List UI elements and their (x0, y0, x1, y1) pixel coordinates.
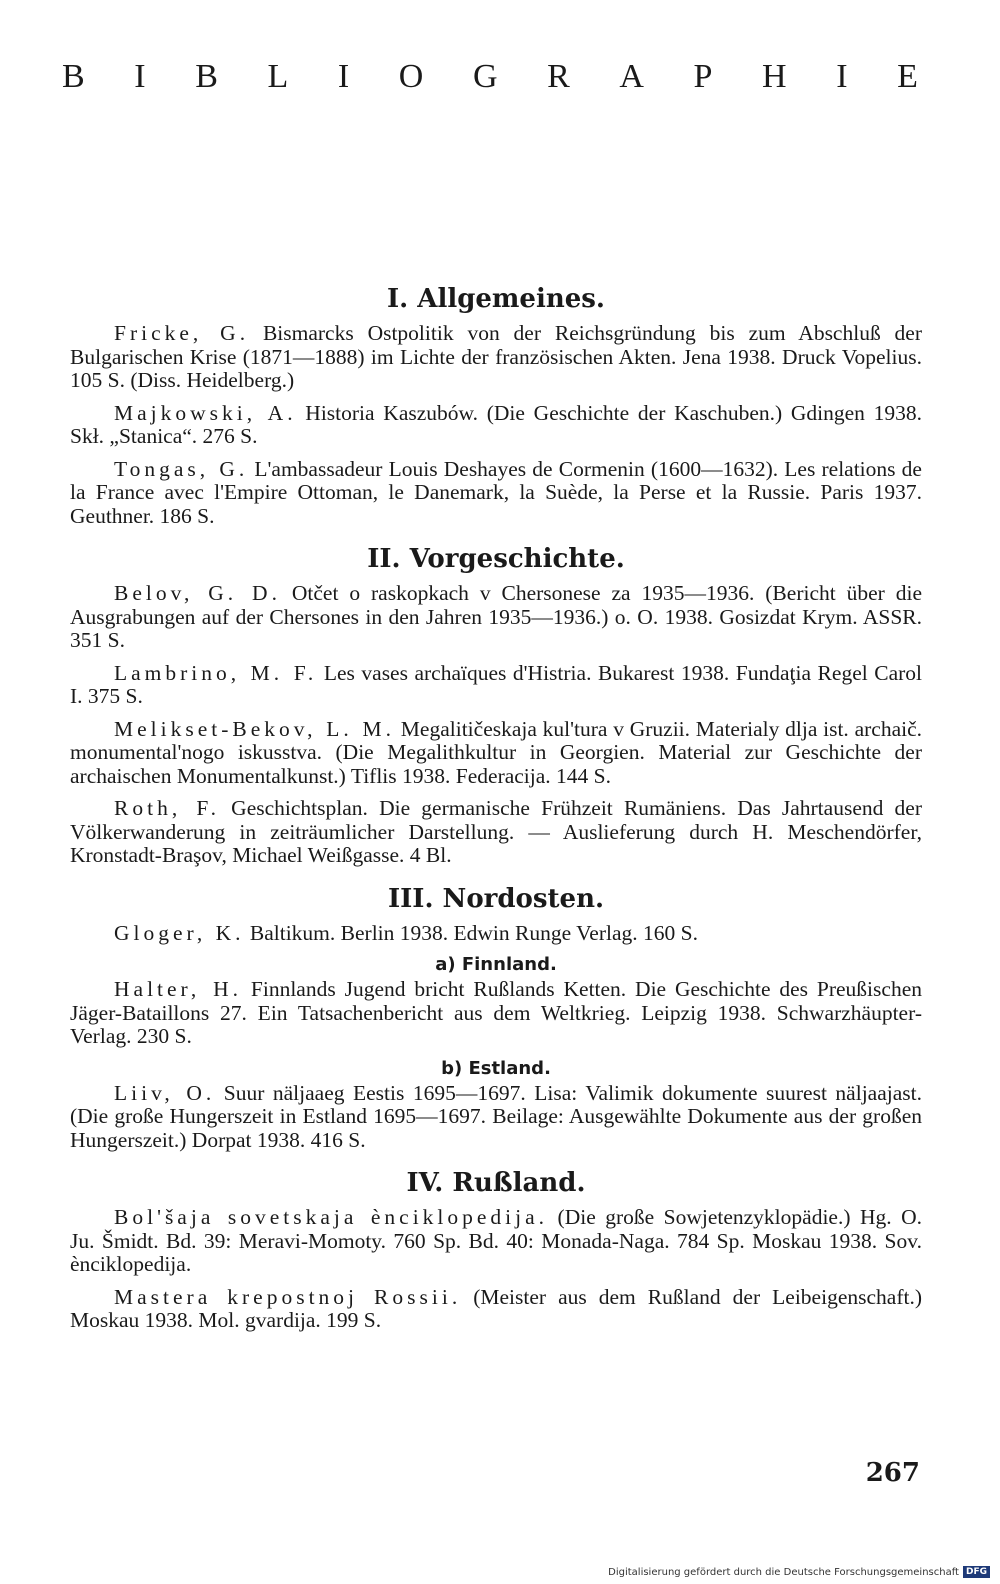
dfg-logo: DFG (963, 1566, 990, 1578)
footer-text: Digitalisierung gefördert durch die Deutsche Forschungsgemeinschaft (608, 1566, 959, 1578)
bibliography-entry (70, 978, 922, 1049)
bibliography-entry (70, 582, 922, 653)
entry-author: Roth, F. (114, 796, 220, 820)
entry-text: Finnlands Jugend bricht Rußlands Ketten. Die Geschichte des Preußischen Jäger-Bataillons 27. Ein Tatsachenbericht aus dem Weltkrieg. Leipzig 1938. Schwarzhäupter-Verlag. 230 S. (70, 977, 922, 1048)
subsection-heading: b) Estland. (441, 1057, 551, 1079)
subsection-heading: a) Finnland. (435, 954, 557, 975)
entry-author: Mastera krepostnoj Rossii. (114, 1284, 462, 1309)
header-letter: R (547, 58, 570, 95)
bibliography-entry (70, 718, 922, 789)
section-heading: I. Allgemeines. (387, 284, 605, 314)
entry-author: Liiv, O. (114, 1080, 216, 1105)
header-letter: I (337, 58, 350, 95)
entry-author: Bol'šaja sovetskaja ènciklopedija. (114, 1205, 549, 1229)
section-heading: IV. Rußland. (406, 1168, 586, 1198)
header-letter: I (134, 58, 146, 95)
entry-author: Lambrino, M. F. (114, 660, 318, 685)
entry-text: Otčet o raskopkach v Chersonese za 1935—1936. (Bericht über die Ausgrabungen auf der Chersones in den Jahren 1935—1936.) o. O. 1938. Gosizdat Krym. ASSR. 351 S. (70, 581, 923, 652)
bibliography-entry (70, 922, 922, 946)
bibliography-entry (70, 1286, 922, 1333)
section-heading: III. Nordosten. (387, 883, 605, 914)
entry-text: Bismarcks Ostpolitik von der Reichsgründung bis zum Abschluß der Bulgarischen Krise (1871—1888) im Lichte der französischen Akten. Jena 1938. Druck Vopelius. 105 S. (Diss. Heidelberg.) (70, 321, 923, 392)
entry-text: Megalitičeskaja kul'tura v Gruzii. Materialy dlja ist. archaič. monumental'nogo iskusstva. (Die Megalithkultur in Georgien. Material zur Geschichte der archaischen Monumentalkunst.) Tiflis 1938. Federacija. 144 S. (70, 716, 922, 788)
entry-text: Geschichtsplan. Die germanische Frühzeit Rumäniens. Das Jahrtausend der Völkerwanderung in zeiträumlicher Darstellung. — Auslieferung durch H. Meschendörfer, Kronstadt-Braşov, Michael Weißgasse. 4 Bl. (70, 796, 922, 867)
footer (608, 1566, 990, 1578)
entry-author: Fricke, G. (114, 321, 250, 345)
entry-text: L'ambassadeur Louis Deshayes de Cormenin (1600—1632). Les relations de la France avec l'Empire Ottoman, le Danemark, la Suède, la Perse et la Russie. Paris 1937. Geuthner. 186 S. (70, 456, 922, 528)
entry-author: Tongas, G. (114, 456, 249, 481)
entry-author: Melikset-Bekov, L. M. (114, 716, 396, 741)
bibliography-content (70, 284, 922, 1342)
bibliography-entry (70, 797, 922, 868)
entry-author: Halter, H. (114, 977, 243, 1001)
header-letter: G (472, 58, 498, 95)
bibliography-entry (70, 1206, 922, 1277)
header-letter: L (267, 58, 289, 95)
entry-text: (Die große Sowjetenzyklopädie.) Hg. O. Ju. Šmidt. Bd. 39: Meravi-Momoty. 760 Sp. Bd. 40: Monada-Naga. 784 Sp. Moskau 1938. Sov. ènciklopedija. (70, 1205, 922, 1276)
entry-author: Majkowski, A. (114, 400, 297, 425)
page-header (62, 58, 918, 96)
entry-text: Suur näljaaeg Eestis 1695—1697. Lisa: Valimik dokumente suurest näljaajast. (Die große Hungerszeit in Estland 1695—1697. Beilage: Ausgewählte Dokumente aus der großen Hungerszeit.) Dorpat 1938. 416 S. (70, 1080, 922, 1152)
section-heading: II. Vorgeschichte. (367, 544, 625, 574)
header-letter: E (897, 58, 918, 95)
header-letter: A (619, 58, 644, 95)
entry-text: Baltikum. Berlin 1938. Edwin Runge Verlag. 160 S. (244, 920, 698, 945)
bibliography-entry (70, 1082, 922, 1153)
header-letter: B (195, 58, 218, 95)
entry-text: Historia Kaszubów. (Die Geschichte der Kaschuben.) Gdingen 1938. Skł. „Stanica“. 276 S. (70, 400, 923, 448)
header-letter: I (836, 58, 848, 95)
header-letter: P (693, 58, 713, 95)
bibliography-entry (70, 662, 922, 709)
header-letter: B (62, 58, 85, 95)
entry-author: Belov, G. D. (114, 581, 281, 605)
entry-text: Les vases archaïques d'Histria. Bukarest 1938. Fundaţia Regel Carol I. 375 S. (70, 660, 922, 708)
page-number: 267 (865, 1458, 920, 1488)
bibliography-entry (70, 402, 922, 449)
bibliography-entry (70, 458, 922, 529)
entry-author: Gloger, K. (114, 920, 245, 945)
header-letter: H (762, 58, 787, 95)
entry-text: (Meister aus dem Rußland der Leibeigenschaft.) Moskau 1938. Mol. gvardija. 199 S. (70, 1284, 922, 1332)
header-letter: O (398, 58, 424, 95)
bibliography-entry (70, 322, 922, 393)
